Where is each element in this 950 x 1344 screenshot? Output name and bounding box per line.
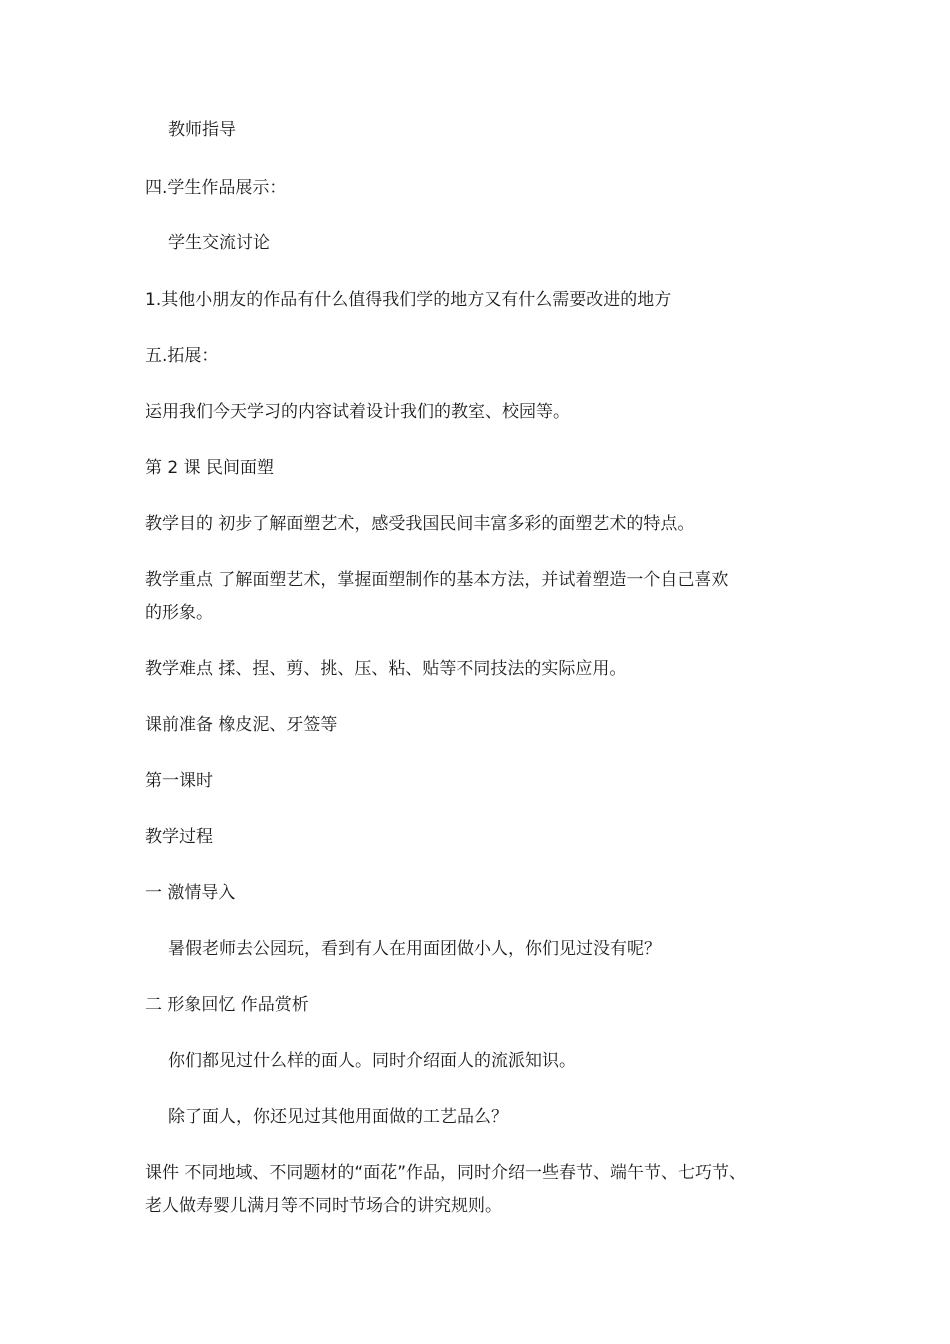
- paragraph-question-1: 1.其他小朋友的作品有什么值得我们学的地方又有什么需要改进的地方: [145, 290, 672, 310]
- heading-section-2: 二 形象回忆 作品赏析: [145, 995, 309, 1015]
- paragraph-teaching-focus: 教学重点 了解面塑艺术，掌握面塑制作的基本方法，并试着塑造一个自己喜欢: [145, 570, 729, 590]
- lesson-title: 第 2 课 民间面塑: [145, 458, 275, 478]
- paragraph-teaching-goal: 教学目的 初步了解面塑艺术，感受我国民间丰富多彩的面塑艺术的特点。: [145, 514, 695, 534]
- paragraph-preparation: 课前准备 橡皮泥、牙签等: [145, 715, 338, 735]
- paragraph-courseware-cont: 老人做寿婴儿满月等不同时节场合的讲究规则。: [145, 1196, 502, 1216]
- paragraph-section-1-text: 暑假老师去公园玩，看到有人在用面团做小人，你们见过没有呢？: [168, 939, 661, 959]
- paragraph-section-2-text-1: 你们都见过什么样的面人。同时介绍面人的流派知识。: [168, 1051, 576, 1071]
- paragraph-teacher-guidance: 教师指导: [168, 120, 236, 140]
- paragraph-student-discussion: 学生交流讨论: [168, 233, 270, 253]
- heading-extension: 五.拓展：: [145, 346, 219, 366]
- paragraph-teaching-focus-cont: 的形象。: [145, 603, 213, 623]
- paragraph-extension-task: 运用我们今天学习的内容试着设计我们的教室、校园等。: [145, 402, 570, 422]
- heading-teaching-process: 教学过程: [145, 827, 213, 847]
- paragraph-section-2-text-2: 除了面人，你还见过其他用面做的工艺品么？: [168, 1107, 508, 1127]
- heading-student-work-display: 四.学生作品展示：: [145, 178, 287, 198]
- heading-first-period: 第一课时: [145, 771, 213, 791]
- paragraph-teaching-difficulty: 教学难点 揉、捏、剪、挑、压、粘、贴等不同技法的实际应用。: [145, 659, 627, 679]
- heading-section-1: 一 激情导入: [145, 883, 236, 903]
- paragraph-courseware: 课件 不同地域、不同题材的“面花”作品，同时介绍一些春节、端午节、七巧节、: [145, 1163, 747, 1183]
